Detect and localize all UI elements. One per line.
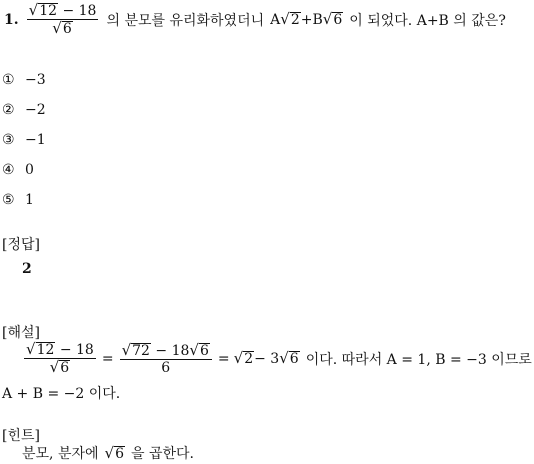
choice-value: −1 <box>25 132 46 148</box>
choice-value: 1 <box>25 192 34 208</box>
hint-label: [힌트] <box>2 428 40 444</box>
question-text-end: 이 되었다. A+B 의 값은? <box>349 12 506 29</box>
question-fraction: √ 12 − 18 √ 6 <box>28 1 97 37</box>
choice-5[interactable] <box>2 192 34 208</box>
explanation-result: √ 2 − 3 √ 6 <box>233 349 299 367</box>
choice-mark: ④ <box>2 162 15 178</box>
choice-mark: ① <box>2 72 15 88</box>
explanation-label: [해설] <box>2 325 40 341</box>
question-number: 1. <box>4 11 19 28</box>
question-expression: A √ 2 +B √ 6 <box>270 10 343 28</box>
explanation-line-2: A + B = −2 이다. <box>2 386 121 402</box>
choice-value: −3 <box>25 72 46 88</box>
explanation-fraction-2: √ 72 − 18 √ 6 6 <box>120 342 212 376</box>
choice-2[interactable] <box>2 102 46 118</box>
choice-4[interactable] <box>2 162 34 178</box>
hint-text: 분모, 분자에 √ 6 을 곱한다. <box>22 444 195 462</box>
choice-mark: ⑤ <box>2 192 15 208</box>
choice-mark: ② <box>2 102 15 118</box>
explanation-line-1: √ 12 − 18 √ 6 = √ 72 − 18 √ 6 6 = √ 2 − 3 √ 6 이다. 따라서 A = 1, B = −3 이므로 <box>26 340 532 376</box>
answer-value: 2 <box>22 261 32 277</box>
choice-3[interactable] <box>2 132 46 148</box>
choice-1[interactable] <box>2 72 46 88</box>
question-text-mid: 의 분모를 유리화하였더니 <box>106 12 265 29</box>
explanation-line-1-end: 이다. 따라서 A = 1, B = −3 이므로 <box>305 351 532 368</box>
choice-mark: ③ <box>2 132 15 148</box>
question <box>4 2 506 37</box>
answer-label: [정답] <box>2 237 40 253</box>
choice-value: −2 <box>25 102 46 118</box>
choice-value: 0 <box>25 162 34 178</box>
explanation-fraction-1: √ 12 − 18 √ 6 <box>26 340 94 376</box>
